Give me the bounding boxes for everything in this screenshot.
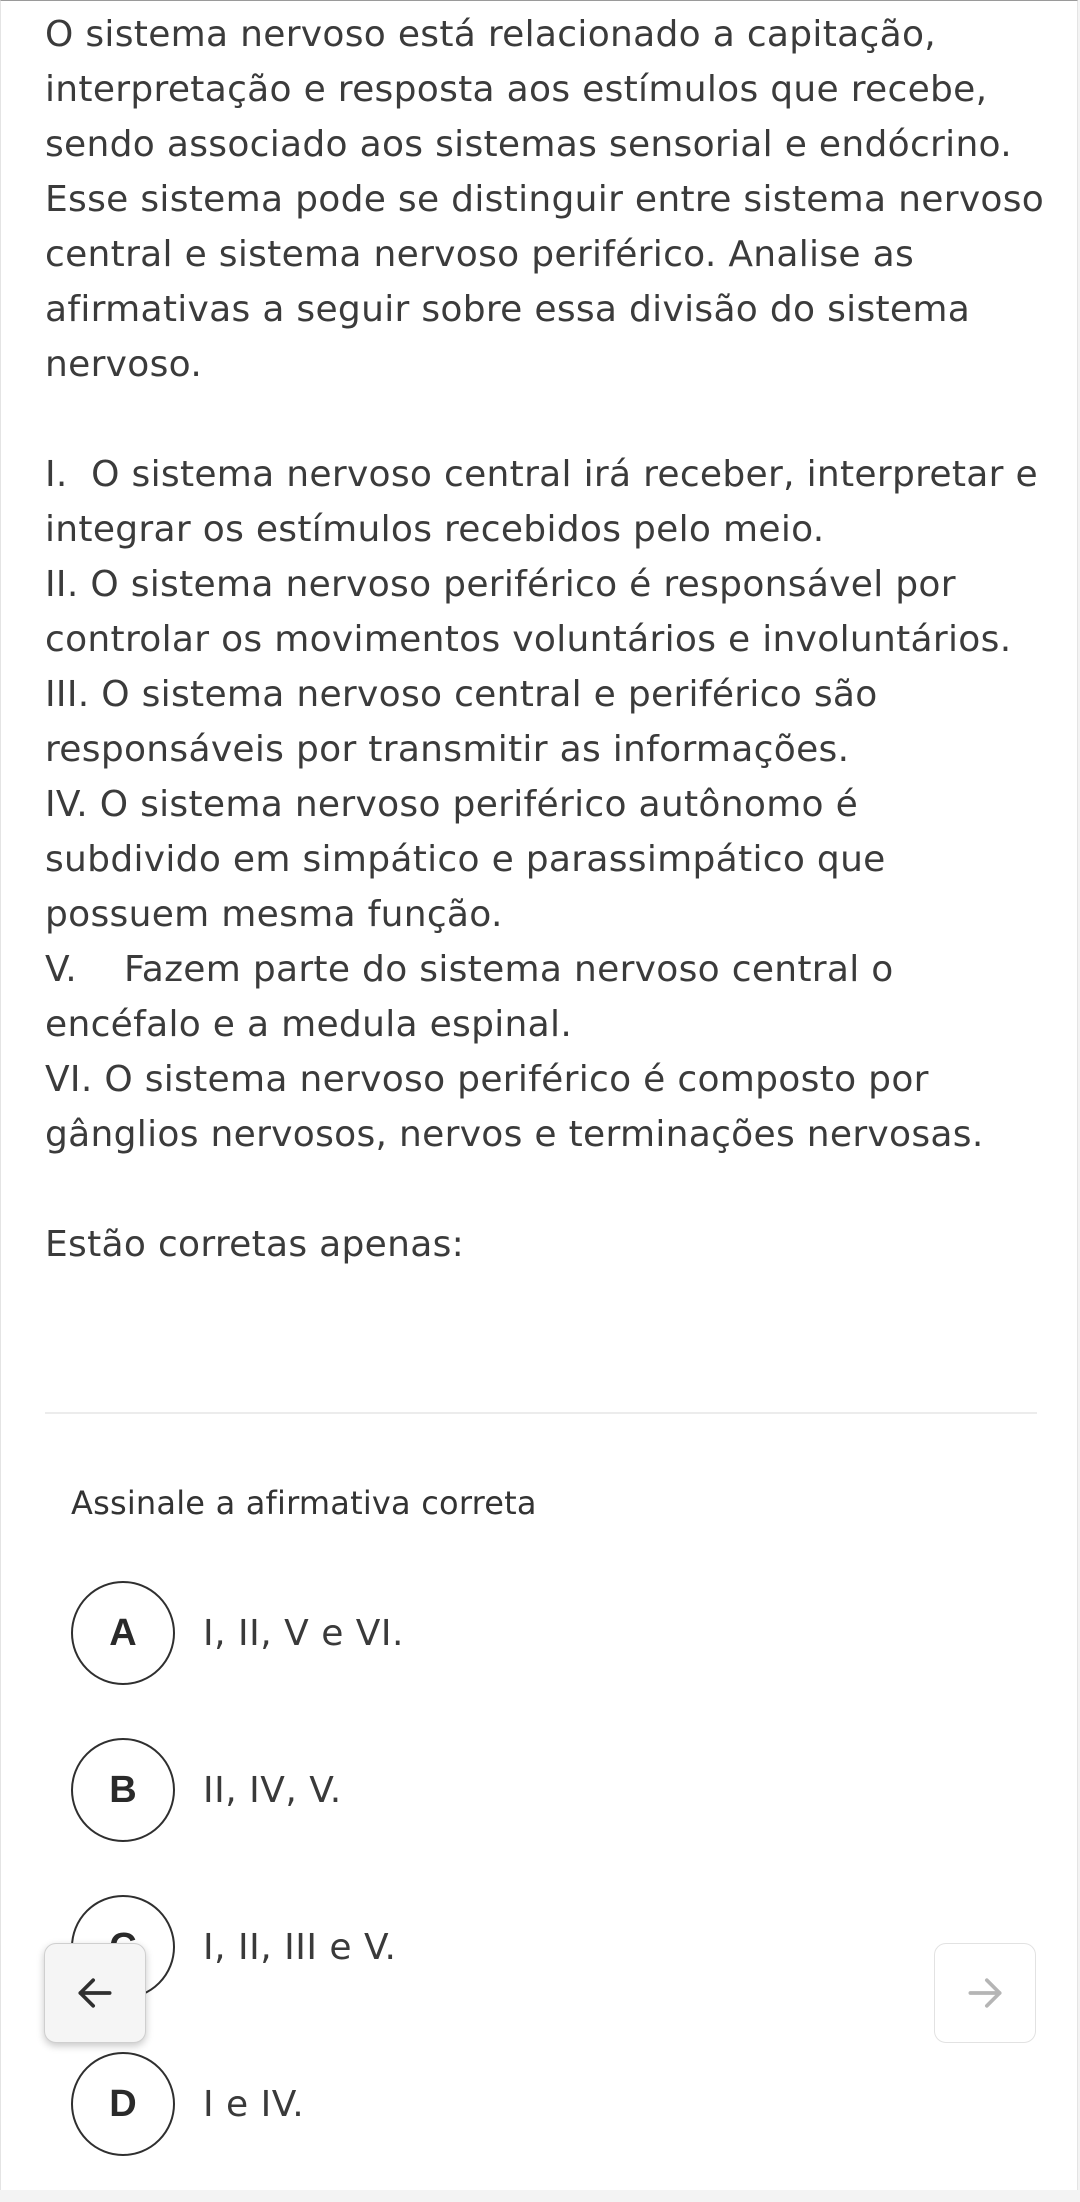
arrow-right-icon <box>963 1971 1007 2015</box>
next-button[interactable] <box>934 1943 1036 2043</box>
statement-4: IV. O sistema nervoso periférico autônomo é subdivido em simpático e parassimpático que possuem mesma função. <box>45 784 886 935</box>
question-text <box>45 7 1050 1272</box>
option-text: I e IV. <box>203 2083 305 2125</box>
option-a[interactable] <box>71 1581 404 1685</box>
option-letter: D <box>71 2052 175 2156</box>
option-b[interactable] <box>71 1738 342 1842</box>
previous-button[interactable] <box>44 1943 146 2043</box>
question-prompt: Estão corretas apenas: <box>45 1224 465 1265</box>
option-text: I, II, III e V. <box>203 1926 397 1968</box>
option-d[interactable] <box>71 2052 304 2156</box>
answer-instruction: Assinale a afirmativa correta <box>71 1484 537 1522</box>
statement-6: VI. O sistema nervoso periférico é composto por gânglios nervosos, nervos e terminações nervosas. <box>45 1059 984 1155</box>
option-text: II, IV, V. <box>203 1769 342 1811</box>
option-letter: B <box>71 1738 175 1842</box>
statement-2: II. O sistema nervoso periférico é responsável por controlar os movimentos voluntários e involuntários. <box>45 564 1012 660</box>
statement-5: V. Fazem parte do sistema nervoso central o encéfalo e a medula espinal. <box>45 949 906 1045</box>
divider <box>45 1412 1037 1414</box>
option-text: I, II, V e VI. <box>203 1612 404 1654</box>
question-intro: O sistema nervoso está relacionado a capitação, interpretação e resposta aos estímulos que recebe, sendo associado aos sistemas sensorial e endócrino. Esse sistema pode se distinguir entre sistema nervoso central e sistema nervoso periférico. Analise as afirmativas a seguir sobre essa divisão do sistema nervoso. <box>45 14 1045 385</box>
option-letter: A <box>71 1581 175 1685</box>
arrow-left-icon <box>73 1971 117 2015</box>
statement-1: I. O sistema nervoso central irá receber, interpretar e integrar os estímulos recebidos pelo meio. <box>45 454 1050 550</box>
statement-3: III. O sistema nervoso central e periférico são responsáveis por transmitir as informações. <box>45 674 878 770</box>
